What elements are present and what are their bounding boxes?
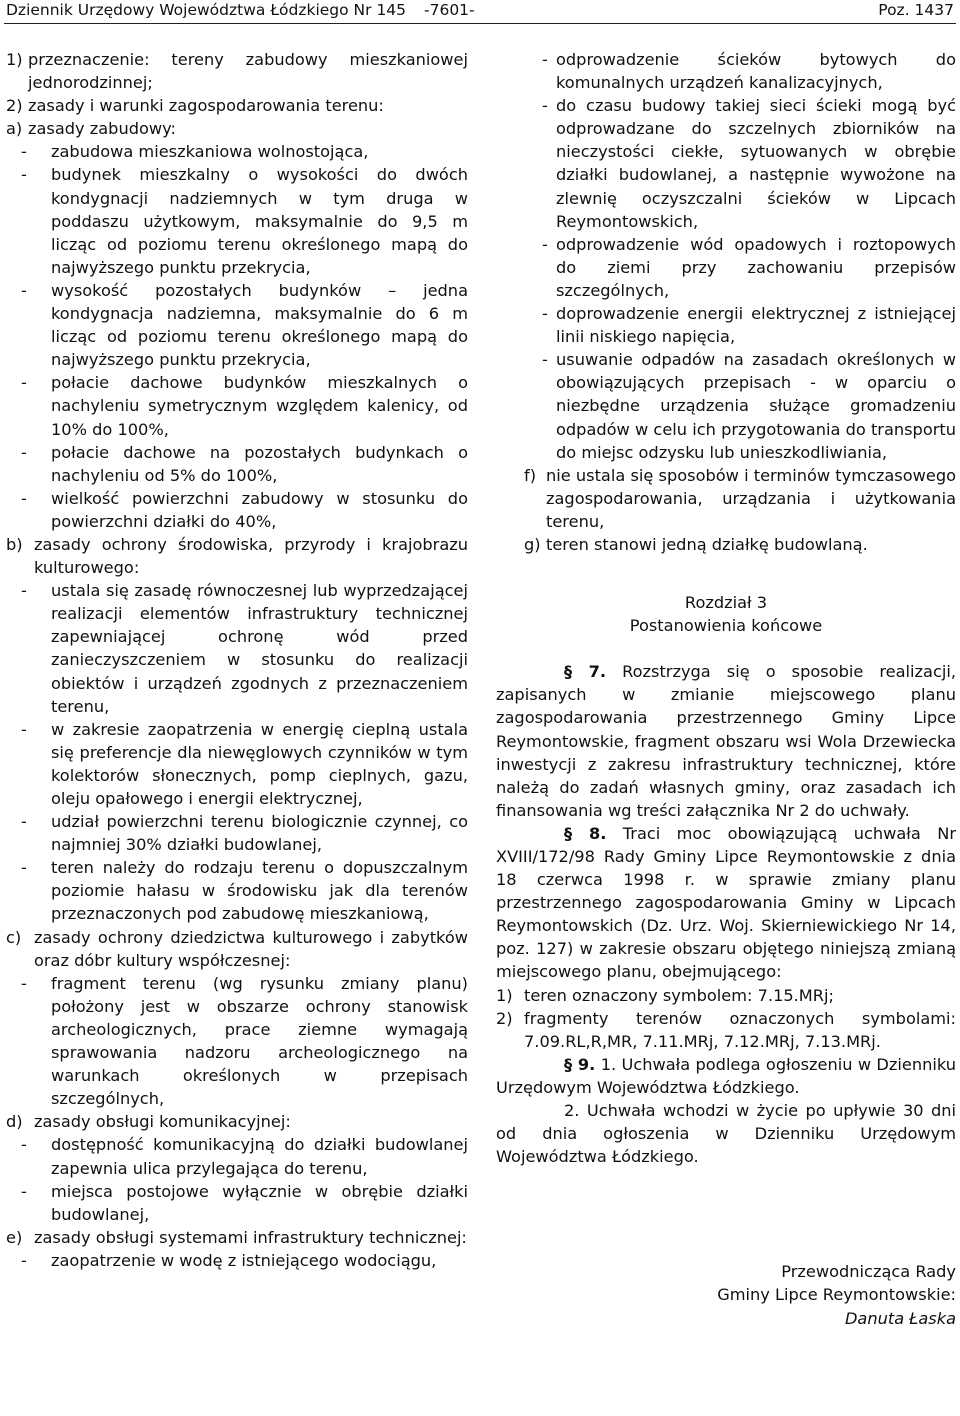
position-number: Poz. 1437 — [878, 1, 954, 19]
list-item-text: zasady obsługi komunikacyjnej: — [34, 1112, 291, 1132]
list-item — [6, 371, 468, 440]
list-item — [6, 856, 468, 925]
list-item-text: zasady obsługi systemami infrastruktury technicznej: — [34, 1227, 467, 1247]
list-item-text: nie ustala się sposobów i terminów tymczasowego zagospodarowania, urządzania i użytkowania terenu, — [546, 465, 956, 531]
list-bullet: - — [21, 812, 27, 832]
list-bullet: a) — [6, 119, 23, 139]
list-item — [6, 279, 468, 371]
list-item — [496, 984, 956, 1007]
list-bullet: b) — [6, 534, 23, 554]
list-bullet: - — [542, 304, 548, 324]
page-code: -7601- — [424, 1, 475, 19]
list-item — [6, 1180, 468, 1226]
list-bullet: - — [21, 280, 27, 300]
list-item-text: zasady zabudowy: — [28, 119, 176, 139]
chapter-title: Postanowienia końcowe — [629, 616, 823, 636]
list-item — [496, 48, 956, 94]
list-item-text: ustala się zasadę równoczesnej lub wyprzedzającej realizacji elementów infrastruktury technicznej zapewniającej ochronę wód przed zanieczyszczeniem w stosunku do realizacji obiektów i urządzeń zgodnych z przeznaczeniem terenu, — [51, 581, 468, 716]
list-item — [496, 94, 956, 233]
section-9-mark: § 9. — [564, 1054, 596, 1074]
list-bullet: - — [21, 165, 27, 185]
signature-title-line-1: Przewodnicząca Rady — [781, 1262, 956, 1282]
section-7-mark: § 7. — [564, 662, 607, 682]
list-item-text: do czasu budowy takiej sieci ścieki mogą być odprowadzane do szczelnych zbiorników na nieczystości ciekłe, sytuowanych w obrębie działki budowlanej, a następnie wywożone na zlewnię oczyszczalni ścieków w Lipcach Reymontowskich, — [556, 96, 956, 231]
list-item-text: połacie dachowe na pozostałych budynkach o nachyleniu od 5% do 100%, — [51, 442, 468, 485]
list-item-text: odprowadzenie ścieków bytowych do komunalnych urządzeń kanalizacyjnych, — [556, 50, 956, 93]
list-bullet: - — [21, 442, 27, 462]
list-bullet: - — [21, 973, 27, 993]
list-item-text: zabudowa mieszkaniowa wolnostojąca, — [51, 142, 369, 162]
list-item — [6, 718, 468, 810]
list-item — [6, 48, 468, 94]
list-bullet: - — [542, 50, 548, 69]
paragraph-8-text: Traci moc obowiązującą uchwała Nr XVIII/172/98 Rady Gminy Lipce Reymontowskie z dnia 18 czerwca 1998 r. w sprawie zmiany planu przestrzennego zagospodarowania Gminy w Lipcach Reymontowskich (Dz. Urz. Woj. Skierniewickiego Nr 14, poz. 127) w zakresie obszaru objętego niniejszą zmianą miejscowego planu, obejmującego: — [496, 823, 956, 982]
list-bullet: d) — [6, 1112, 23, 1132]
list-item — [6, 140, 468, 163]
list-item-text: teren należy do rodzaju terenu o dopuszczalnym poziomie hałasu w środowisku jak dla terenów przeznaczonych pod zabudowę mieszkaniową, — [51, 858, 468, 924]
list-item-text: usuwanie odpadów na zasadach określonych w obowiązujących przepisach - w oparciu o niezbędne urządzenia służące gromadzeniu odpadów w celu ich przygotowania do transportu do miejsc odzysku lub unieszkodliwiania, — [556, 350, 956, 462]
list-bullet: - — [21, 858, 27, 878]
list-item — [6, 117, 468, 140]
list-item — [6, 94, 468, 117]
list-item-text: połacie dachowe budynków mieszkalnych o nachyleniu symetrycznym względem kalenicy, od 10% do 100%, — [51, 373, 468, 439]
list-item — [6, 1133, 468, 1179]
list-item — [6, 1110, 468, 1133]
list-item-text: fragment terenu (wg rysunku zmiany planu) położony jest w obszarze ochrony stanowisk archeologicznych, prace ziemne wymagają sprawowania nadzoru archeologicznego na warunkach określonych w przepisach szczególnych, — [51, 973, 468, 1109]
list-item-text: teren stanowi jedną działkę budowlaną. — [546, 534, 868, 554]
left-column — [6, 48, 468, 1272]
list-item-text: miejsca postojowe wyłącznie w obrębie działki budowlanej, — [51, 1181, 468, 1224]
list-item-text: zaopatrzenie w wodę z istniejącego wodociągu, — [51, 1250, 437, 1270]
list-bullet: 2) — [496, 1008, 513, 1028]
list-item — [6, 579, 468, 718]
paragraph-9 — [496, 1053, 956, 1099]
section-8-mark: § 8. — [564, 823, 607, 843]
list-bullet: e) — [6, 1227, 23, 1247]
list-item — [496, 233, 956, 302]
list-item — [6, 972, 468, 1111]
chapter-number: Rozdział 3 — [684, 593, 768, 613]
page-header — [6, 0, 954, 22]
list-item — [6, 1226, 468, 1249]
journal-title: Dziennik Urzędowy Województwa Łódzkiego Nr 145 — [6, 1, 407, 19]
list-item — [6, 533, 468, 579]
list-bullet: g) — [524, 534, 541, 554]
list-item-text: zasady i warunki zagospodarowania terenu: — [28, 96, 384, 116]
list-item-text: zasady ochrony środowiska, przyrody i krajobrazu kulturowego: — [34, 534, 468, 578]
paragraph-7 — [496, 660, 956, 822]
list-item-text: odprowadzenie wód opadowych i roztopowych do ziemi przy zachowaniu przepisów szczególnych, — [556, 234, 956, 300]
list-bullet: 2) — [6, 96, 23, 116]
list-item-text: wysokość pozostałych budynków – jedna kondygnacja nadziemna, maksymalnie do 6 m licząc od poziomu terenu określonego mapą do najwyższego punktu przekrycia, — [51, 280, 468, 370]
list-bullet: - — [21, 373, 27, 393]
list-bullet: c) — [6, 927, 22, 947]
list-bullet: - — [21, 719, 27, 739]
list-bullet: - — [542, 350, 548, 370]
list-item — [496, 533, 956, 556]
list-item — [496, 464, 956, 533]
paragraph-9-point-2: 2. Uchwała wchodzi w życie po upływie 30 dni od dnia ogłoszenia w Dzienniku Urzędowym Województwa Łódzkiego. — [496, 1101, 956, 1167]
paragraph-8 — [496, 822, 956, 984]
list-bullet: - — [21, 488, 27, 508]
list-item-text: zasady ochrony dziedzictwa kulturowego i zabytków oraz dóbr kultury współczesnej: — [34, 927, 468, 970]
list-item — [496, 1007, 956, 1053]
list-item-text: budynek mieszkalny o wysokości do dwóch kondygnacji nadziemnych w tym druga w poddaszu użytkowym, maksymalnie do 9,5 m licząc od poziomu terenu określonego mapą do najwyższego punktu przekrycia, — [51, 165, 468, 277]
list-item — [496, 302, 956, 348]
signature-title-line-2: Gminy Lipce Reymontowskie: — [717, 1285, 956, 1305]
list-item-text: doprowadzenie energii elektrycznej z istniejącej linii niskiego napięcia, — [556, 304, 956, 347]
list-item — [6, 441, 468, 487]
signature-name: Danuta Łaska — [844, 1308, 956, 1328]
list-item — [6, 163, 468, 278]
list-bullet: - — [21, 581, 27, 601]
header-rule — [4, 23, 956, 24]
list-item — [496, 348, 956, 463]
list-bullet: 1) — [6, 50, 23, 69]
list-bullet: - — [21, 1181, 27, 1201]
list-item — [6, 810, 468, 856]
paragraph-9-text: 1. Uchwała podlega ogłoszeniu w Dzienniku Urzędowym Województwa Łódzkiego. — [496, 1054, 956, 1097]
paragraph-8-list — [496, 984, 956, 1053]
list-item-text: w zakresie zaopatrzenia w energię cieplną ustala się preferencje dla niewęglowych czynników w tym kolektorów słonecznych, pomp cieplnych, gazu, oleju opałowego i energii elektrycznej, — [51, 719, 468, 808]
list-item-text: teren oznaczony symbolem: 7.15.MRj; — [524, 985, 834, 1005]
list-bullet: - — [21, 142, 27, 162]
list-bullet: 1) — [496, 985, 513, 1005]
list-bullet: - — [21, 1135, 27, 1155]
list-item-text: wielkość powierzchni zabudowy w stosunku do powierzchni działki do 40%, — [51, 488, 468, 531]
list-item — [6, 926, 468, 972]
right-column — [496, 48, 956, 1330]
list-bullet: - — [542, 96, 548, 116]
list-item — [6, 1249, 468, 1272]
list-item-text: udział powierzchni terenu biologicznie czynnej, co najmniej 30% działki budowlanej, — [51, 812, 468, 855]
list-bullet: - — [21, 1250, 27, 1270]
list-bullet: f) — [524, 465, 537, 485]
list-bullet: - — [542, 234, 548, 254]
list-item-text: przeznaczenie: tereny zabudowy mieszkaniowej jednorodzinnej; — [28, 50, 468, 93]
list-item-text: dostępność komunikacyjną do działki budowlanej zapewnia ulica przylegająca do terenu, — [51, 1135, 468, 1178]
list-item-text: fragmenty terenów oznaczonych symbolami: 7.09.RL,R,MR, 7.11.MRj, 7.12.MRj, 7.13.MRj. — [524, 1008, 956, 1051]
right-list — [496, 48, 956, 556]
paragraph-7-text: Rozstrzyga się o sposobie realizacji, zapisanych w zmianie miejscowego planu zagospodarowania przestrzennego Gminy Lipce Reymontowskie, fragment obszaru wsi Wola Drzewiecka inwestycji z zakresu infrastruktury technicznej, które należą do zadań własnych gminy, oraz zasadach ich finansowania wg treści załącznika Nr 2 do uchwały. — [496, 662, 956, 820]
list-item — [6, 487, 468, 533]
